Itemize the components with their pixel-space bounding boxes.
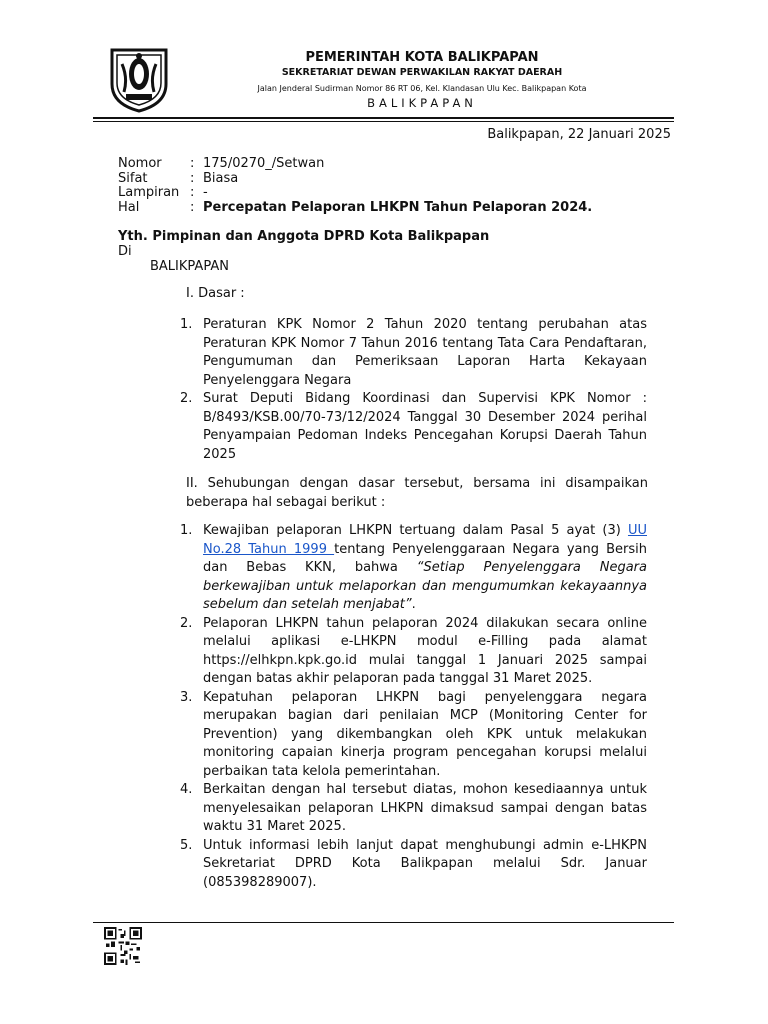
meta-row-lampiran: Lampiran : - [118, 185, 208, 200]
list-item: 4. Berkaitan dengan hal tersebut diatas, mohon kesediaannya untuk menyelesaikan pelaporan LHKPN dimaksud sampai dengan batas waktu 31 Maret 2025. [180, 782, 647, 834]
meta-row-nomor: Nomor : 175/0270_/Setwan [118, 156, 325, 171]
letter-date: Balikpapan, 22 Januari 2025 [487, 127, 671, 142]
meta-label: Sifat [118, 171, 148, 186]
list-item: 2. Pelaporan LHKPN tahun pelaporan 2024 dilakukan secara online melalui aplikasi e-LHKPN modul e-Filling pada alamat https://elhkpn.kpk.go.id mulai tanggal 1 Januari 2025 sampai dengan batas akhir pelaporan pada tanggal 31 Maret 2025. [180, 615, 647, 686]
section-1-list [180, 316, 647, 464]
law-quote: “Setiap Penyelenggara Negara berkewajiban untuk melaporkan dan mengumumkan kekayaannya sebelum dan setelah menjabat” [203, 560, 647, 612]
header-divider-thin [93, 121, 674, 122]
meta-row-hal: Hal : Percepatan Pelaporan LHKPN Tahun Pelaporan 2024. [118, 200, 593, 215]
header-divider-thick [93, 117, 674, 119]
list-item: 5. Untuk informasi lebih lanjut dapat menghubungi admin e-LHKPN Sekretariat DPRD Kota Balikpapan melalui Sdr. Januar (085398289007). [180, 837, 647, 890]
letterhead-address: Jalan Jenderal Sudirman Nomor 86 RT 06, Kel. Klandasan Ulu Kec. Balikpapan Kota [257, 84, 587, 93]
list-item: 1. Peraturan KPK Nomor 2 Tahun 2020 tentang perubahan atas Peraturan KPK Nomor 7 Tahun 2016 tentang Tata Cara Pendaftaran, Pengumuman dan Pemeriksaan Laporan Harta Kekayaan Penyelenggara Negara [180, 317, 647, 388]
section-1-title: I. Dasar : [186, 286, 245, 301]
law-link[interactable]: UU No.28 Tahun 1999 [203, 523, 647, 557]
section-2-list [180, 522, 647, 892]
meta-value: 175/0270_/Setwan [203, 156, 325, 171]
meta-value-subject: Percepatan Pelaporan LHKPN Tahun Pelaporan 2024. [203, 200, 593, 215]
list-item: 3. Kepatuhan pelaporan LHKPN bagi penyelenggara negara merupakan bagian dari penilaian MCP (Monitoring Center for Prevention) yang dikembangkan oleh KPK untuk melakukan monitoring capaian kinerja program pencegahan korupsi melalui perbaikan tata kelola pemerintahan. [180, 689, 647, 779]
list-item: 2. Surat Deputi Bidang Koordinasi dan Supervisi KPK Nomor : B/8493/KSB.00/70-73/12/2024 Tanggal 30 Desember 2024 perihal Penyampaian Pedoman Indeks Pencegahan Korupsi Daerah Tahun 2025 [180, 391, 647, 462]
letterhead-city: BALIKPAPAN [367, 96, 477, 110]
letterhead-subtitle: SEKRETARIAT DEWAN PERWAKILAN RAKYAT DAERAH [281, 67, 563, 78]
meta-label: Lampiran [118, 185, 180, 200]
footer-divider [93, 922, 674, 923]
letterhead-title: PEMERINTAH KOTA BALIKPAPAN [305, 50, 539, 65]
recipient-di: Di [118, 244, 132, 259]
recipient: Yth. Pimpinan dan Anggota DPRD Kota Balikpapan [118, 229, 490, 244]
recipient-place: BALIKPAPAN [150, 259, 229, 274]
meta-row-sifat: Sifat : Biasa [118, 171, 239, 186]
meta-label: Hal [118, 200, 140, 215]
meta-value: Biasa [203, 171, 239, 186]
meta-value: - [203, 185, 208, 200]
list-item: 1. Kewajiban pelaporan LHKPN tertuang dalam Pasal 5 ayat (3) UU No.28 Tahun 1999 tentang Penyelenggaraan Negara yang Bersih dan Bebas KKN, bahwa “Setiap Penyelenggara Negara berkewajiban untuk melaporkan dan mengumumkan kekayaannya sebelum dan setelah menjabat”. [180, 523, 647, 612]
qr-code-icon [104, 927, 142, 965]
meta-label: Nomor [118, 156, 162, 171]
balikpapan-crest-icon [104, 44, 174, 114]
section-2-intro: II. Sehubungan dengan dasar tersebut, bersama ini disampaikan beberapa hal sebagai berikut : [186, 476, 648, 510]
